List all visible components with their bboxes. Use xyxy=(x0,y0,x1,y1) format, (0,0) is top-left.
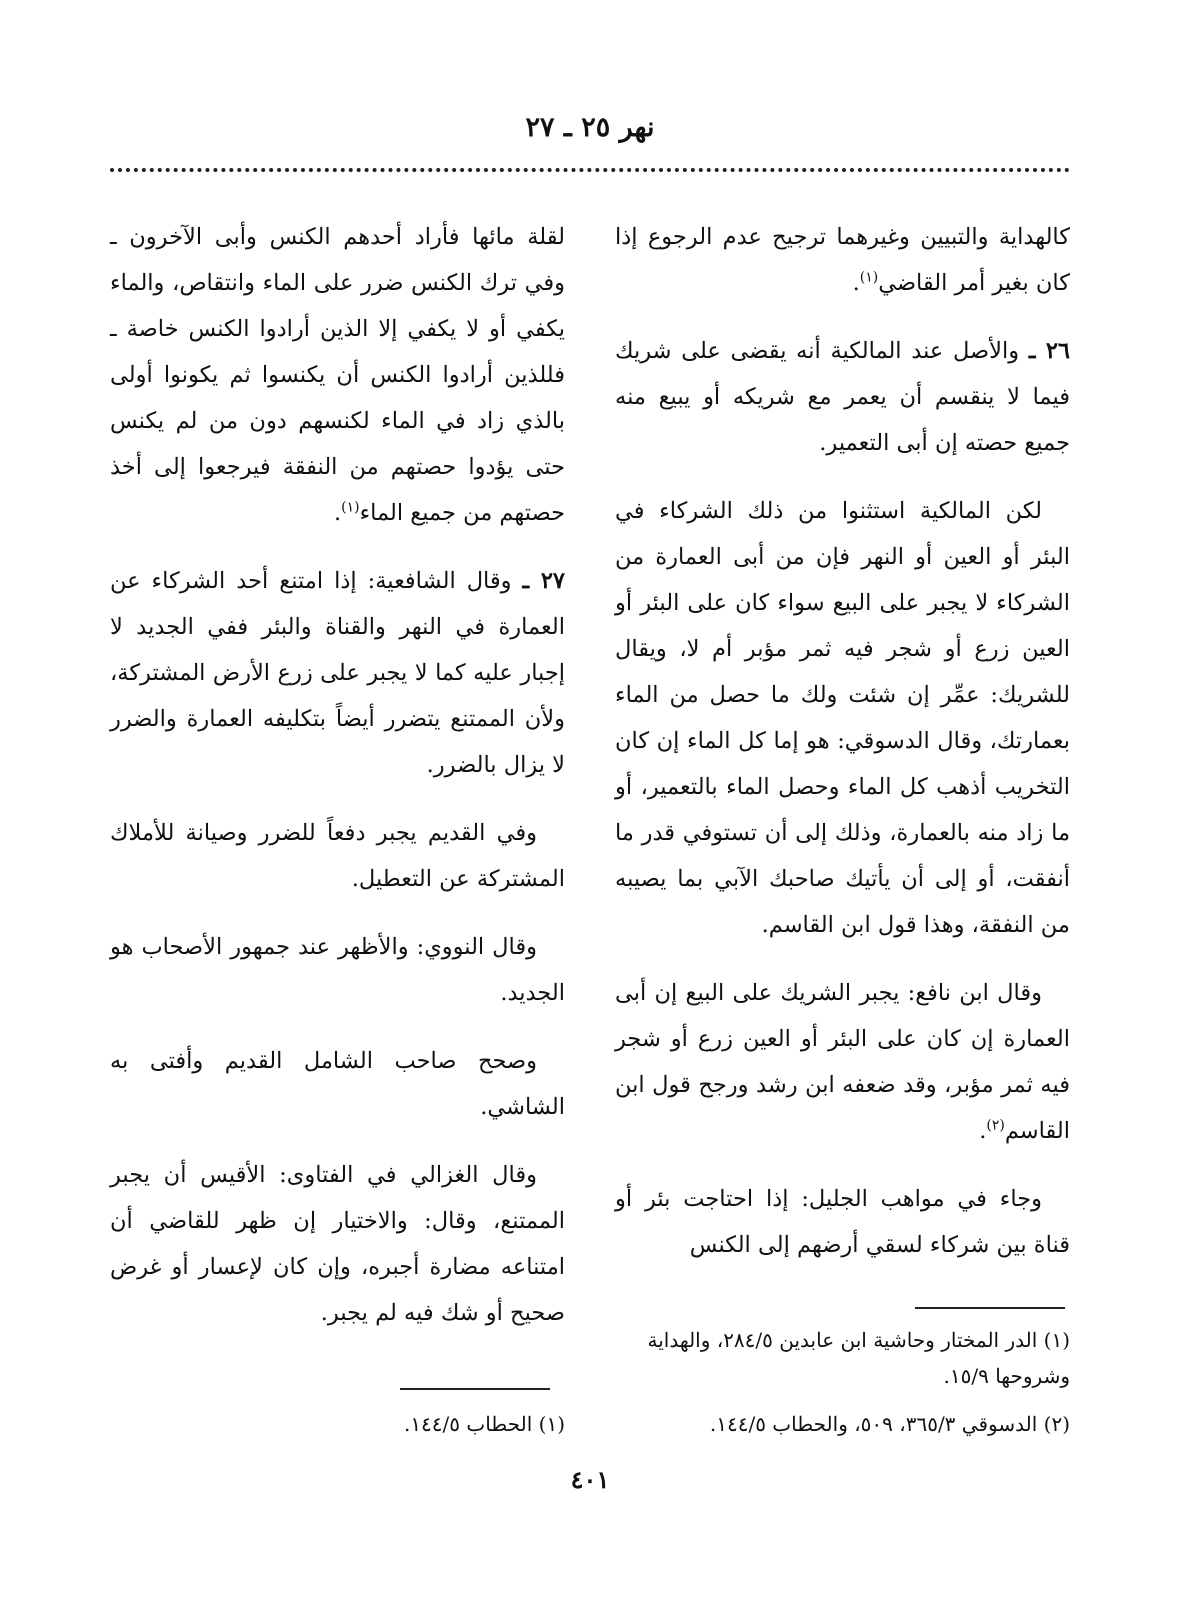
right-column xyxy=(615,214,1070,1290)
paragraph xyxy=(615,970,1070,1154)
paragraph-end: . xyxy=(979,1118,987,1144)
paragraph-end: . xyxy=(852,270,860,296)
paragraph: وفي القديم يجبر دفعاً للضرر وصيانة للأملاك المشتركة عن التعطيل. xyxy=(110,820,565,892)
footnote: (٢) الدسوقي ٣٦٥/٣، ٥٠٩، والحطاب ١٤٤/٥. xyxy=(709,1412,1070,1436)
numbered-paragraph xyxy=(615,328,1070,466)
footnote-rule xyxy=(915,1307,1065,1309)
paragraph-text: وقال الشافعية: إذا امتنع أحد الشركاء عن العمارة في النهر والقناة والبئر ففي الجديد لا إجبار عليه كما لا يجبر على زرع الأرض المشتركة، ولأن الممتنع يتضرر أيضاً بتكليفه العمارة والضرر لا يزال بالضرر. xyxy=(110,568,565,778)
footnote-ref: (٢) xyxy=(986,1117,1005,1134)
paragraph: وقال الغزالي في الفتاوى: الأقيس أن يجبر الممتنع، وقال: والاختيار إن ظهر للقاضي أن امتناعه مضارة أجبره، وإن كان لإعسار أو غرض صحيح أو شك فيه لم يجبر. xyxy=(110,1162,565,1326)
paragraph-text: والأصل عند المالكية أنه يقضى على شريك فيما لا ينقسم أن يعمر مع شريكه أو يبيع منه جميع حصته إن أبى التعمير. xyxy=(615,338,1070,456)
footnote-rule xyxy=(400,1388,550,1390)
page-number: ٤٠١ xyxy=(570,1465,610,1494)
numbered-paragraph xyxy=(110,558,565,788)
footnote: (١) الحطاب ١٤٤/٥. xyxy=(403,1412,565,1436)
paragraph: وقال النووي: والأظهر عند جمهور الأصحاب هو الجديد. xyxy=(110,934,565,1006)
paragraph-text: وقال ابن نافع: يجبر الشريك على البيع إن أبى العمارة إن كان على البئر أو العين زرع أو شجر فيه ثمر مؤبر، وقد ضعفه ابن رشد ورجح قول ابن القاسم xyxy=(615,980,1070,1144)
footnote-ref: (١) xyxy=(859,269,879,286)
paragraph-text: كالهداية والتبيين وغيرهما ترجيح عدم الرجوع إذا كان بغير أمر القاضي xyxy=(615,224,1070,296)
paragraph: لكن المالكية استثنوا من ذلك الشركاء في البئر أو العين أو النهر فإن من أبى العمارة من الشركاء لا يجبر على البيع سواء كان على البئر أو العين زرع أو شجر فيه ثمر مؤبر أم لا، ويقال للشريك: عمِّر إن شئت ولك ما حصل من الماء بعمارتك، وقال الدسوقي: هو إما كل الماء إن كان التخريب أذهب كل الماء وحصل الماء بالتعمير، أو ما زاد منه بالعمارة، وذلك إلى أن تستوفي قدر ما أنفقت، أو إلى أن يأتيك صاحبك الآبي بما يصيبه من النفقة، وهذا قول ابن القاسم. xyxy=(615,498,1070,938)
paragraph: وصحح صاحب الشامل القديم وأفتى به الشاشي. xyxy=(110,1048,565,1120)
footnote: (١) الدر المختار وحاشية ابن عابدين ٢٨٤/٥، والهداية وشروحها ١٥/٩. xyxy=(647,1328,1070,1388)
paragraph: وجاء في مواهب الجليل: إذا احتاجت بئر أو قناة بين شركاء لسقي أرضهم إلى الكنس xyxy=(615,1186,1070,1258)
paragraph-end: . xyxy=(333,500,342,526)
running-header: نهر ٢٥ ـ ٢٧ xyxy=(525,112,655,143)
dotted-divider xyxy=(110,160,1070,172)
paragraph-text: لقلة مائها فأراد أحدهم الكنس وأبى الآخرون ـ وفي ترك الكنس ضرر على الماء وانتقاص، والماء يكفي أو لا يكفي إلا الذين أرادوا الكنس خاصة ـ فللذين أرادوا الكنس أن يكنسوا ثم يكونوا أولى بالذي زاد في الماء لكنسهم دون من لم يكنس حتى يؤدوا حصتهم من النفقة فيرجعوا إلى أخذ حصتهم من جميع الماء xyxy=(110,224,565,526)
paragraph xyxy=(615,214,1070,306)
paragraph xyxy=(110,214,565,536)
section-number: ٢٧ ـ xyxy=(522,568,565,594)
left-column xyxy=(110,214,565,1358)
section-number: ٢٦ ـ xyxy=(1028,338,1070,364)
footnote-ref: (١) xyxy=(341,499,360,516)
